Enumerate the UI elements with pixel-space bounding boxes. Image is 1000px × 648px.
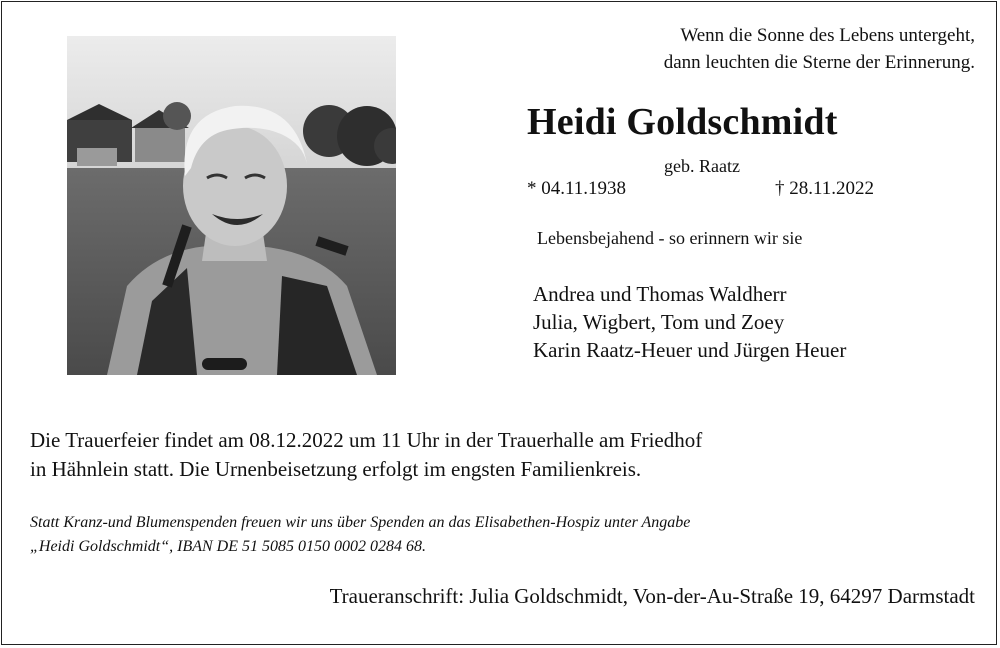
ceremony-line-1: Die Trauerfeier findet am 08.12.2022 um 11 Uhr in der Trauerhalle am Friedhof (30, 428, 703, 452)
portrait-photo (67, 36, 396, 375)
birth-name: geb. Raatz (664, 156, 740, 176)
birth-date: * 04.11.1938 (527, 178, 627, 199)
motto (664, 22, 975, 76)
ceremony-info (30, 426, 702, 484)
death-date: † 28.11.2022 (775, 178, 875, 199)
mourner-line: Karin Raatz-Heuer und Jürgen Heuer (533, 338, 847, 362)
donation-line-2: „Heidi Goldschmidt“, IBAN DE 51 5085 0150 0002 0284 68. (30, 538, 426, 555)
tagline: Lebensbejahend - so erinnern wir sie (537, 228, 803, 248)
deceased-name: Heidi Goldschmidt (527, 101, 838, 143)
motto-line-2: dann leuchten die Sterne der Erinnerung. (663, 52, 975, 73)
donation-line-1: Statt Kranz-und Blumenspenden freuen wir uns über Spenden an das Elisabethen-Hospiz unter Angabe (30, 514, 691, 531)
mourners-list (533, 280, 846, 364)
ceremony-line-2: in Hähnlein statt. Die Urnenbeisetzung erfolgt im engsten Familienkreis. (30, 457, 642, 481)
mourner-line: Andrea und Thomas Waldherr (533, 282, 787, 306)
motto-line-1: Wenn die Sonne des Lebens untergeht, (680, 25, 975, 46)
mourner-line: Julia, Wigbert, Tom und Zoey (533, 310, 785, 334)
mourning-address: Traueranschrift: Julia Goldschmidt, Von-der-Au-Straße 19, 64297 Darmstadt (329, 584, 975, 608)
donation-note (30, 511, 690, 559)
